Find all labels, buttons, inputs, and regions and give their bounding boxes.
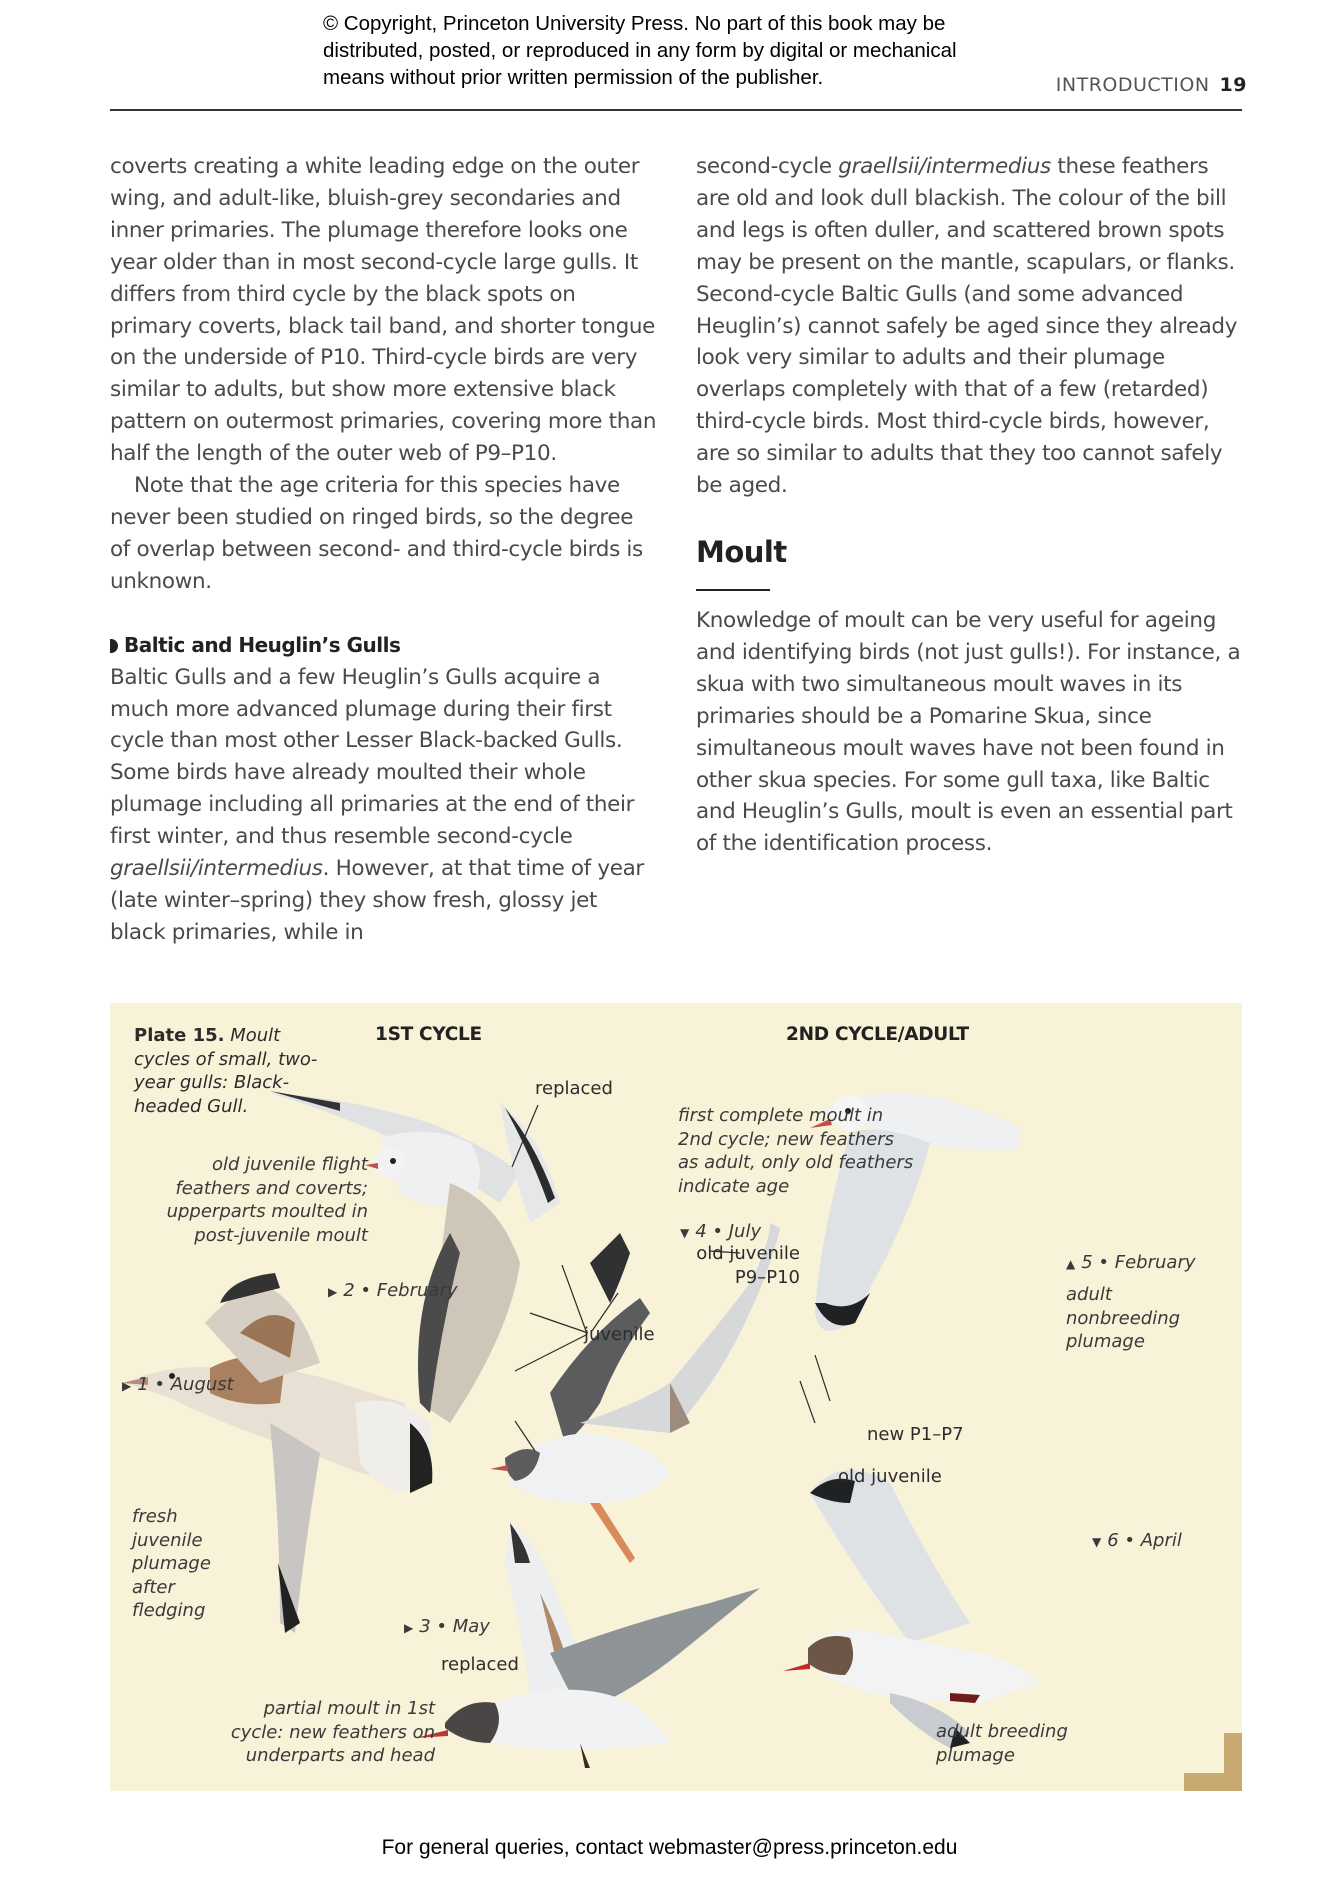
taxon-name: graellsii/intermedius	[110, 856, 323, 882]
stage-note-4: first complete moult in 2nd cycle; new feathers as adult, only old feathers indicate age	[678, 1105, 914, 1197]
header-rule	[110, 109, 1242, 111]
triangle-down-icon: ▼	[1092, 1535, 1102, 1549]
triangle-right-icon: ▶	[122, 1379, 132, 1393]
plate-corner-bracket	[1184, 1733, 1242, 1791]
stage-note-2: old juvenile flight feathers and coverts; upperparts moulted in post-juvenile moult	[166, 1154, 368, 1246]
paragraph: second-cycle graellsii/intermedius these feathers are old and look dull blackish. The colour of the bill and legs is often duller, and scattered brown spots may be present on the mantle, scapulars, or flanks. Second-cycle Baltic Gulls (and some advanced Heuglin’s) cannot safely be aged since they already look very similar to adults and their plumage overlaps completely with that of a few (retarded) third-cycle birds. Most third-cycle birds, however, are so similar to adults that they too cannot safely be aged.	[696, 154, 1238, 499]
annotation-juvenile: juvenile	[584, 1324, 655, 1345]
triangle-right-icon: ▶	[404, 1621, 414, 1635]
annotation-replaced-head: replaced	[441, 1654, 519, 1675]
triangle-right-icon: ▶	[328, 1285, 338, 1299]
taxon-name: graellsii/intermedius	[838, 154, 1051, 179]
stage-label-5: ▲ 5 • February	[1066, 1252, 1196, 1273]
section-title: Moult	[696, 534, 787, 569]
plate-number: Plate 15.	[134, 1025, 225, 1046]
paragraph: Baltic Gulls and a few Heuglin’s Gulls acquire a much more advanced plumage during their first cycle than most other Lesser Black-backed Gulls. Some birds have already moulted their whole plumage including all primaries at the end of their first winter, and thus resemble second-cycle graellsii/intermedius. However, at that time of year (late winter–spring) they show fresh, glossy jet black primaries, while in	[110, 664, 644, 945]
stage-note-1: fresh juvenile plumage after fledging	[132, 1506, 211, 1621]
annotation-old-juvenile-p9-p10: old juvenile P9–P10	[696, 1243, 800, 1288]
section-name: INTRODUCTION	[1055, 74, 1210, 96]
paragraph: coverts creating a white leading edge on the outer wing, and adult-like, bluish-grey secondaries and inner primaries. The plumage therefore looks one year older than in most second-cycle large gulls. It differs from third cycle by the black spots on primary coverts, black tail band, and shorter tongue on the underside of P10. Third-cycle birds are very similar to adults, but show more extensive black pattern on outermost primaries, covering more than half the length of the outer web of P9–P10.	[110, 154, 657, 467]
page-number: 19	[1219, 74, 1247, 96]
footer-contact: For general queries, contact webmaster@press.princeton.edu	[381, 1836, 958, 1859]
annotation-new-p1-p7: new P1–P7	[867, 1424, 964, 1445]
gull-adult-breeding-april-image	[783, 1470, 1040, 1748]
subheading	[110, 630, 658, 662]
annotation-old-juvenile: old juvenile	[838, 1466, 942, 1487]
triangle-up-icon: ▲	[1066, 1257, 1076, 1271]
triangle-down-icon: ▼	[680, 1226, 690, 1240]
stage-label-4: ▼ 4 • July	[680, 1221, 762, 1242]
annotation-replaced: replaced	[535, 1078, 613, 1099]
stage-note-6: adult breeding plumage	[936, 1721, 1068, 1766]
stage-note-5: adult nonbreeding plumage	[1066, 1284, 1181, 1352]
copyright-notice	[323, 10, 1043, 91]
subheading-text: Baltic and Heuglin’s Gulls	[124, 632, 401, 657]
paragraph: Note that the age criteria for this species have never been studied on ringed birds, so the degree of overlap between second- and third-cycle birds is unknown.	[110, 473, 643, 594]
right-column	[696, 151, 1244, 860]
stage-label-1: ▶ 1 • August	[122, 1374, 234, 1395]
copyright-line: distributed, posted, or reproduced in any form by digital or mechanical	[323, 39, 957, 62]
section-rule	[696, 589, 770, 591]
plate-caption-text: Moult cycles of small, two-year gulls: Black-headed Gull.	[134, 1025, 318, 1117]
running-head	[1056, 74, 1247, 96]
gull-illustrations	[110, 1003, 1242, 1791]
paragraph: Knowledge of moult can be very useful for ageing and identifying birds (not just gulls!). For instance, a skua with two simultaneous moult waves in its primaries should be a Pomarine Skua, since simultaneous moult waves have not been found in other skua species. For some gull taxa, like Baltic and Heuglin’s Gulls, moult is even an essential part of the identification process.	[696, 607, 1241, 857]
copyright-line: means without prior written permission of the publisher.	[323, 66, 824, 89]
half-circle-bullet-icon	[110, 639, 118, 653]
stage-note-3: partial moult in 1st cycle: new feathers on underparts and head	[230, 1698, 435, 1766]
gull-first-winter-february-image	[270, 1091, 560, 1423]
stage-label-3: ▶ 3 • May	[404, 1616, 490, 1637]
stage-label-2: ▶ 2 • February	[328, 1280, 458, 1301]
stage-label-6: ▼ 6 • April	[1092, 1530, 1182, 1551]
plate-figure	[110, 1003, 1242, 1791]
plate-caption	[134, 1024, 324, 1118]
copyright-line: © Copyright, Princeton University Press. No part of this book may be	[323, 12, 946, 35]
left-column	[110, 151, 658, 949]
cycle-header-second: 2ND CYCLE/ADULT	[786, 1024, 969, 1045]
cycle-header-first: 1ST CYCLE	[375, 1024, 482, 1045]
gull-first-summer-may-image	[415, 1523, 760, 1768]
